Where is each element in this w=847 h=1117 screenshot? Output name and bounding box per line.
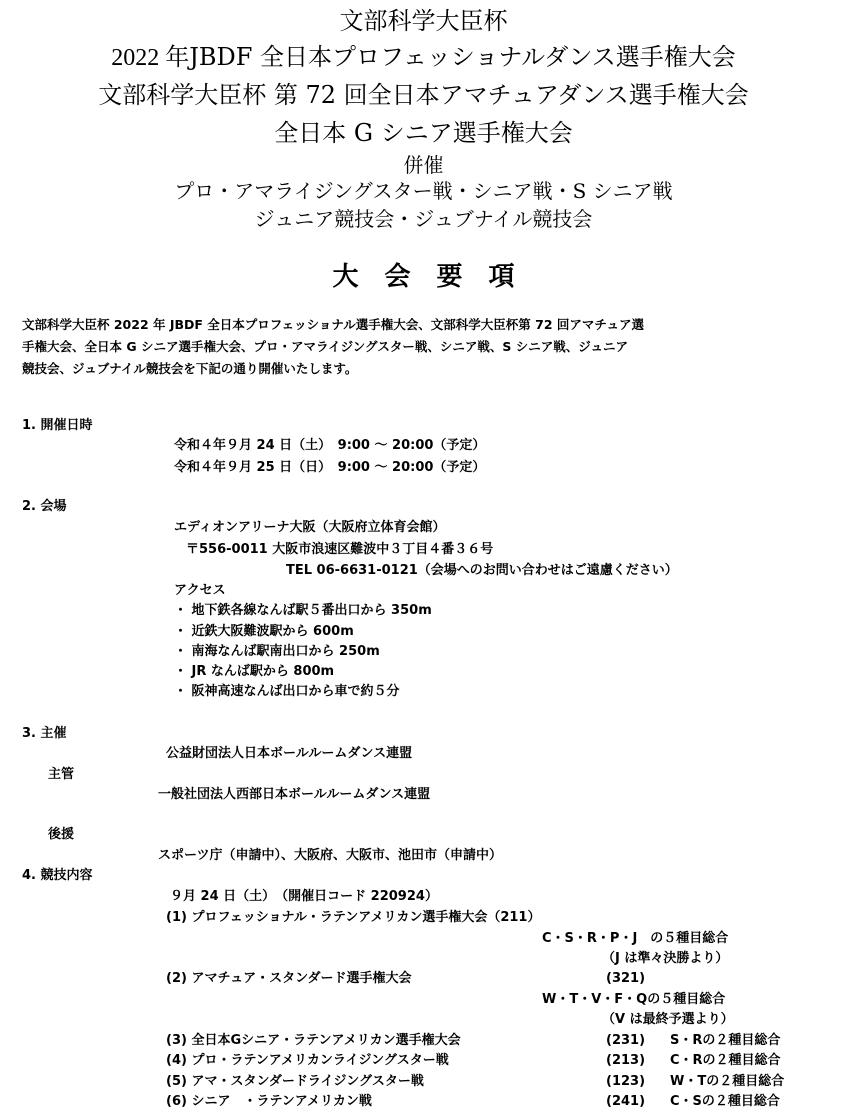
title-line-2	[0, 42, 847, 73]
event-detail: W・Tの２種目総合	[670, 1074, 785, 1089]
title-line-7: ジュニア競技会・ジュブナイル競技会	[254, 207, 593, 231]
title-line-3: 文部科学大臣杯 第 72 回全日本アマチュアダンス選手権大会	[98, 81, 749, 109]
event-note: （V は最終予選より）	[602, 1012, 734, 1027]
intro-line: 競技会、ジュブナイル競技会を下記の通り開催いたします。	[22, 361, 358, 376]
event-detail: C・Sの２種目総合	[670, 1094, 780, 1109]
title-line-6: プロ・アマライジングスター戦・シニア戦・S シニア戦	[174, 179, 673, 203]
event-code: (213)	[606, 1053, 646, 1068]
event-code: (231)	[606, 1033, 646, 1048]
intro-paragraph	[22, 314, 827, 380]
organizer-label: 主管	[48, 767, 75, 782]
organizer-name: 一般社団法人西部日本ボールルームダンス連盟	[158, 787, 431, 802]
event-code: (321)	[606, 971, 646, 986]
access-item: ・ 南海なんば駅南出口から 250m	[174, 644, 380, 659]
intro-line: 文部科学大臣杯 2022 年 JBDF 全日本プロフェッショナル選手権大会、文部科学大臣杯第 72 回アマチュア選	[22, 317, 645, 332]
event-code: (123)	[606, 1074, 646, 1089]
date-line-2: 令和４年９月 25 日（日） 9:00 ～ 20:00（予定）	[174, 460, 486, 475]
access-item: ・ JR なんば駅から 800m	[174, 664, 335, 679]
event-day: ９月 24 日（土） （開催日コード 220924）	[170, 889, 438, 904]
venue-address: 〒556-0011 大阪市浪速区難波中３丁目４番３６号	[186, 542, 494, 557]
title-line-4: 全日本 G シニア選手権大会	[274, 119, 573, 147]
event-item: (4) プロ・ラテンアメリカンライジングスター戦	[166, 1053, 449, 1068]
event-detail: W・T・V・F・Qの５種目総合	[542, 992, 726, 1007]
venue-name: エディオンアリーナ大阪（大阪府立体育会館）	[174, 520, 446, 535]
event-item: (5) アマ・スタンダードライジングスター戦	[166, 1074, 424, 1089]
title-year: 2022 年	[111, 45, 190, 71]
event-item: (3) 全日本Gシニア・ラテンアメリカン選手権大会	[166, 1033, 461, 1048]
event-note: （J は準々決勝より）	[602, 951, 729, 966]
event-detail: S・Rの２種目総合	[670, 1033, 781, 1048]
event-item: (1) プロフェッショナル・ラテンアメリカン選手権大会（211）	[166, 910, 541, 925]
access-item: ・ 阪神高速なんば出口から車で約５分	[174, 684, 400, 699]
event-detail: C・Rの２種目総合	[670, 1053, 781, 1068]
support-label: 後援	[48, 827, 75, 842]
access-item: ・ 地下鉄各線なんば駅５番出口から 350m	[174, 603, 432, 618]
section-2-title: 2. 会場	[22, 499, 67, 514]
host-name: 公益財団法人日本ボールルームダンス連盟	[166, 746, 413, 761]
support-names: スポーツ庁（申請中）、大阪府、大阪市、池田市（申請中）	[158, 848, 502, 863]
page-title: 大会要項	[332, 262, 541, 292]
access-label: アクセス	[174, 583, 226, 598]
access-item: ・ 近鉄大阪難波駅から 600m	[174, 624, 354, 639]
date-line-1: 令和４年９月 24 日（土） 9:00 ～ 20:00（予定）	[174, 438, 486, 453]
event-item: (2) アマチュア・スタンダード選手権大会	[166, 971, 412, 986]
venue-tel: TEL 06-6631-0121（会場へのお問い合わせはご遠慮ください）	[286, 563, 678, 578]
title-line-1: 文部科学大臣杯	[339, 7, 508, 35]
title-line-5: 併催	[403, 153, 444, 177]
event-item: (6) シニア ・ラテンアメリカン戦	[166, 1094, 372, 1109]
section-3-title: 3. 主催	[22, 726, 67, 741]
event-code: (241)	[606, 1094, 646, 1109]
section-4-title: 4. 競技内容	[22, 868, 93, 883]
title-pro-championship: JBDF 全日本プロフェッショナルダンス選手権大会	[189, 43, 736, 71]
section-1-title: 1. 開催日時	[22, 418, 93, 433]
event-detail: C・S・R・P・J の５種目総合	[542, 931, 729, 946]
intro-line: 手権大会、全日本 G シニア選手権大会、プロ・アマライジングスター戦、シニア戦、S シニア戦、ジュニア	[22, 339, 629, 354]
